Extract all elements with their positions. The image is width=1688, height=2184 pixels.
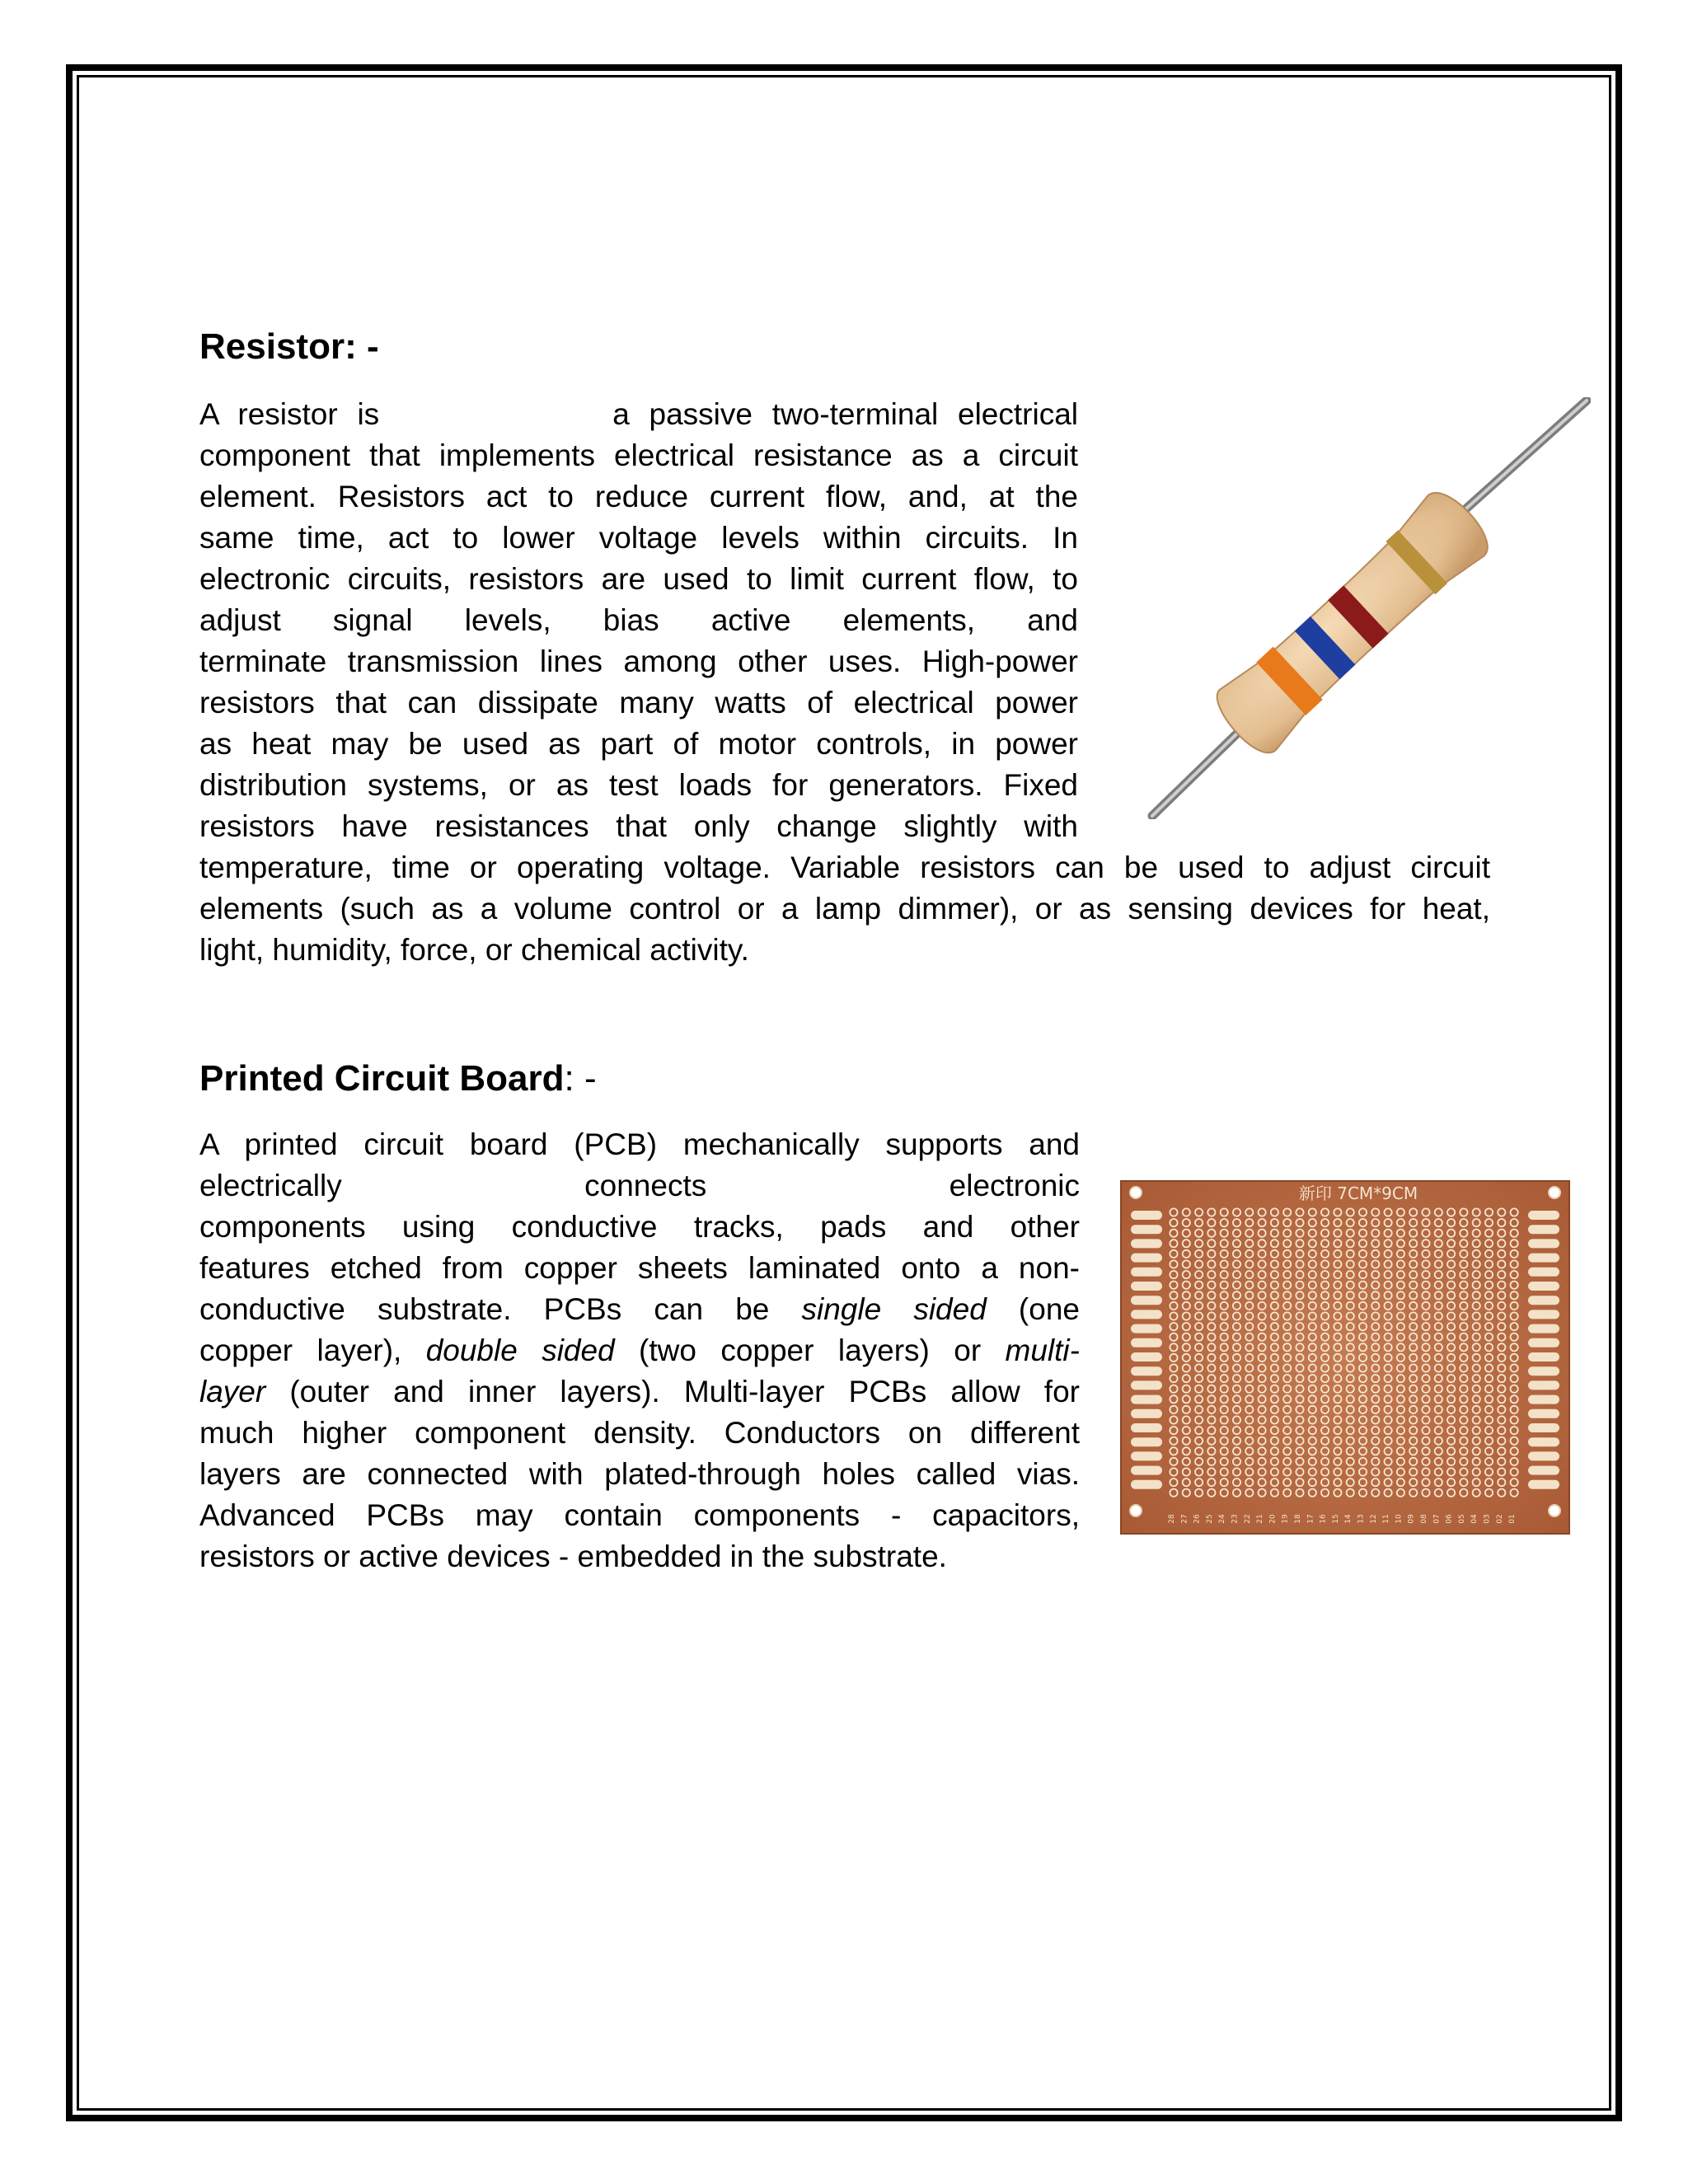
pcb-edge-pad-left (1131, 1352, 1162, 1361)
resistor-line-9: as heat may be used as part of motor controls, in power (199, 727, 1078, 761)
pcb-line-7-a: (outer and inner layers). Multi-layer PCBs allow for (265, 1375, 1080, 1408)
pcb-line-10: Advanced PCBs may contain components - capacitors, (199, 1498, 1080, 1532)
mount-hole-br (1549, 1505, 1560, 1516)
pcb-edge-pad-right (1528, 1451, 1559, 1460)
pcb-row-number: 18 (1294, 1514, 1302, 1524)
resistor-line-10: distribution systems, or as test loads for generators. Fixed (199, 768, 1078, 802)
pcb-line-8: much higher component density. Conductors on different (199, 1416, 1080, 1450)
pcb-row-number: 15 (1331, 1514, 1340, 1524)
pcb-row-number: 26 (1193, 1514, 1202, 1524)
pcb-row-number: 01 (1508, 1514, 1517, 1524)
pcb-line-6-a: copper layer), (199, 1333, 426, 1367)
pcb-edge-pad-right (1528, 1282, 1559, 1291)
resistor-heading-suffix: : - (345, 326, 379, 367)
resistor-line-11: resistors have resistances that only change slightly with (199, 809, 1078, 843)
pcb-row-number: 09 (1407, 1514, 1416, 1524)
pcb-heading-text: Printed Circuit Board (199, 1058, 565, 1099)
pcb-heading-suffix: : - (564, 1058, 597, 1099)
pcb-edge-pad-right (1528, 1480, 1559, 1489)
pcb-edge-pad-right (1528, 1254, 1559, 1263)
pcb-row-number: 13 (1357, 1514, 1366, 1524)
resistor-heading (199, 326, 379, 368)
pcb-line-1: A printed circuit board (PCB) mechanically supports and (199, 1127, 1080, 1161)
pcb-edge-pad-left (1131, 1282, 1162, 1291)
pcb-edge-pad-left (1131, 1338, 1162, 1347)
pcb-row-number: 06 (1445, 1514, 1454, 1524)
pcb-line-9: layers are connected with plated-through holes called vias. (199, 1457, 1080, 1491)
pcb-edge-pad-right (1528, 1211, 1559, 1220)
pcb-row-number: 28 (1168, 1514, 1176, 1524)
pcb-line-5 (199, 1289, 1080, 1330)
resistor-line-6: adjust signal levels, bias active elements, and (199, 603, 1078, 637)
pcb-edge-pad-right (1528, 1296, 1559, 1305)
mount-hole-bl (1130, 1505, 1142, 1516)
resistor-line-2: component that implements electrical resistance as a circuit (199, 438, 1078, 472)
pcb-row-number: 10 (1395, 1514, 1404, 1524)
pcb-edge-pad-right (1528, 1466, 1559, 1475)
pcb-edge-pad-left (1131, 1423, 1162, 1432)
pcb-edge-pad-right (1528, 1437, 1559, 1446)
pcb-edge-pad-right (1528, 1423, 1559, 1432)
pcb-edge-pad-left (1131, 1437, 1162, 1446)
pcb-edge-pad-right (1528, 1409, 1559, 1418)
pcb-edge-pad-left (1131, 1239, 1162, 1248)
resistor-line-1-end: a passive two-terminal electrical (612, 397, 1078, 431)
pcb-edge-pad-left (1131, 1310, 1162, 1319)
pcb-edge-pad-right (1528, 1366, 1559, 1376)
pcb-row-number: 17 (1306, 1514, 1315, 1524)
pcb-edge-pad-left (1131, 1395, 1162, 1404)
pcb-edge-pad-right (1528, 1380, 1559, 1390)
resistor-line-14: light, humidity, force, or chemical activity. (199, 933, 749, 967)
pcb-edge-pad-left (1131, 1409, 1162, 1418)
pcb-line-5-b: (one (986, 1292, 1080, 1326)
pcb-row-number: 11 (1382, 1514, 1391, 1524)
pcb-edge-pad-right (1528, 1239, 1559, 1248)
pcb-row-number: 07 (1432, 1514, 1442, 1524)
pcb-edge-pad-right (1528, 1338, 1559, 1347)
pcb-row-number: 23 (1231, 1514, 1240, 1524)
pcb-edge-pad-left (1131, 1466, 1162, 1475)
pcb-line-2: electrically connects electronic (199, 1169, 1080, 1202)
pcb-edge-pad-right (1528, 1225, 1559, 1234)
pcb-paragraph (199, 1124, 1080, 1577)
pcb-row-number: 19 (1281, 1514, 1290, 1524)
pcb-edge-pad-left (1131, 1324, 1162, 1333)
resistor-line-1 (199, 394, 1078, 435)
pcb-row-number: 04 (1470, 1514, 1479, 1524)
pcb-line-6-b: (two copper layers) or (614, 1333, 1006, 1367)
pcb-line-7-italic: layer (199, 1375, 266, 1408)
resistor-image (1137, 397, 1591, 819)
pcb-edge-pad-right (1528, 1324, 1559, 1333)
pcb-edge-pad-left (1131, 1366, 1162, 1376)
pcb-edge-pad-left (1131, 1296, 1162, 1305)
pcb-row-number: 27 (1180, 1514, 1189, 1524)
resistor-line-8: resistors that can dissipate many watts of electrical power (199, 686, 1078, 719)
pcb-edge-pad-left (1131, 1254, 1162, 1263)
pcb-line-6-italic-1: double sided (425, 1333, 615, 1367)
resistor-line-12: temperature, time or operating voltage. Variable resistors can be used to adjust circuit (199, 851, 1490, 884)
pcb-row-number: 12 (1369, 1514, 1378, 1524)
mount-hole-tr (1549, 1187, 1560, 1198)
pcb-row-number: 22 (1243, 1514, 1252, 1524)
pcb-row-number: 20 (1268, 1514, 1278, 1524)
pcb-row-number: 14 (1344, 1514, 1353, 1524)
pcb-board-label: 新印 7CM*9CM (1298, 1183, 1418, 1203)
mount-hole-tl (1130, 1187, 1142, 1198)
resistor-line-5: electronic circuits, resistors are used to limit current flow, to (199, 562, 1078, 596)
resistor-line-7: terminate transmission lines among other uses. High-power (199, 644, 1078, 678)
pcb-line-7 (199, 1371, 1080, 1413)
pcb-edge-pad-right (1528, 1268, 1559, 1277)
resistor-line-4: same time, act to lower voltage levels within circuits. In (199, 521, 1078, 555)
resistor-heading-text: Resistor (199, 326, 345, 367)
pcb-line-3: components using conductive tracks, pads and other (199, 1210, 1080, 1244)
pcb-line-4: features etched from copper sheets laminated onto a non- (199, 1251, 1080, 1285)
pcb-row-number: 21 (1256, 1514, 1265, 1524)
pcb-edge-pad-right (1528, 1310, 1559, 1319)
pcb-line-5-a: conductive substrate. PCBs can be (199, 1292, 802, 1326)
pcb-row-number: 16 (1319, 1514, 1328, 1524)
pcb-edge-pad-left (1131, 1225, 1162, 1234)
pcb-line-11: resistors or active devices - embedded in the substrate. (199, 1540, 947, 1573)
pcb-edge-pad-left (1131, 1451, 1162, 1460)
pcb-image (1119, 1179, 1571, 1535)
resistor-line-3: element. Resistors act to reduce current flow, and, at the (199, 480, 1078, 513)
pcb-edge-pad-right (1528, 1352, 1559, 1361)
pcb-edge-pad-left (1131, 1268, 1162, 1277)
pcb-line-6-italic-2: multi- (1005, 1333, 1080, 1367)
pcb-row-number: 02 (1495, 1514, 1504, 1524)
pcb-board (1121, 1181, 1569, 1534)
pcb-line-6 (199, 1330, 1080, 1371)
pcb-edge-pad-left (1131, 1211, 1162, 1220)
pcb-edge-pad-left (1131, 1480, 1162, 1489)
pcb-row-number: 05 (1457, 1514, 1466, 1524)
pcb-heading (199, 1057, 597, 1100)
pcb-line-5-italic: single sided (801, 1292, 987, 1326)
pcb-row-number: 03 (1483, 1514, 1492, 1524)
pcb-row-number: 08 (1420, 1514, 1428, 1524)
resistor-line-1-start: A resistor is (199, 397, 380, 431)
pcb-row-number: 24 (1218, 1514, 1227, 1524)
pcb-row-number: 25 (1205, 1514, 1214, 1524)
resistor-line-13: elements (such as a volume control or a lamp dimmer), or as sensing devices for heat, (199, 892, 1490, 926)
pcb-edge-pad-left (1131, 1380, 1162, 1390)
pcb-edge-pad-right (1528, 1395, 1559, 1404)
